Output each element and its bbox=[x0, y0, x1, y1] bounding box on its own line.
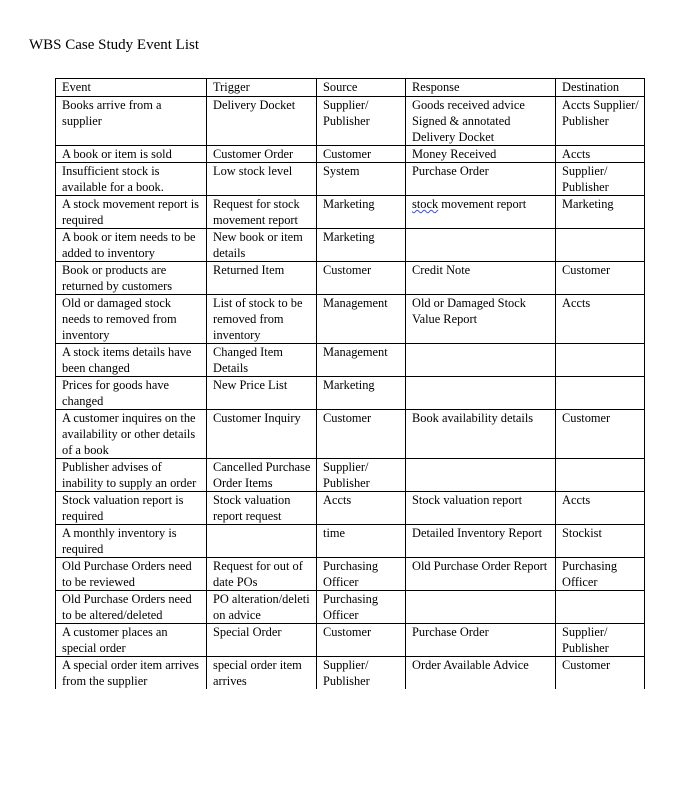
event-cell: Prices for goods have changed bbox=[56, 377, 207, 410]
source-cell: Purchasing Officer bbox=[317, 591, 406, 624]
destination-cell bbox=[556, 344, 645, 377]
response-cell: Goods received advice Signed & annotated Delivery Docket bbox=[406, 97, 556, 146]
source-cell: Supplier/ Publisher bbox=[317, 97, 406, 146]
table-row bbox=[56, 97, 645, 146]
trigger-cell: Cancelled Purchase Order Items bbox=[207, 459, 317, 492]
table-row bbox=[56, 262, 645, 295]
event-cell: Stock valuation report is required bbox=[56, 492, 207, 525]
event-cell: Insufficient stock is available for a book. bbox=[56, 163, 207, 196]
source-cell: Accts bbox=[317, 492, 406, 525]
trigger-cell: New book or item details bbox=[207, 229, 317, 262]
trigger-cell: Changed Item Details bbox=[207, 344, 317, 377]
trigger-cell bbox=[207, 525, 317, 558]
event-cell: Book or products are returned by customers bbox=[56, 262, 207, 295]
response-cell: Stock valuation report bbox=[406, 492, 556, 525]
event-cell: A customer places an special order bbox=[56, 624, 207, 657]
column-header-destination: Destination bbox=[556, 79, 645, 97]
response-cell bbox=[406, 591, 556, 624]
spellcheck-flagged-word: stock bbox=[412, 197, 439, 211]
trigger-cell: Customer Inquiry bbox=[207, 410, 317, 459]
response-cell bbox=[406, 344, 556, 377]
table-row bbox=[56, 591, 645, 624]
response-cell: Money Received bbox=[406, 146, 556, 163]
table-row bbox=[56, 492, 645, 525]
response-cell bbox=[406, 196, 556, 229]
trigger-cell: Request for stock movement report bbox=[207, 196, 317, 229]
table-row bbox=[56, 377, 645, 410]
destination-cell: Marketing bbox=[556, 196, 645, 229]
column-header-trigger: Trigger bbox=[207, 79, 317, 97]
source-cell: Marketing bbox=[317, 377, 406, 410]
table-row bbox=[56, 624, 645, 657]
table-row bbox=[56, 295, 645, 344]
source-cell: Customer bbox=[317, 410, 406, 459]
destination-cell: Accts bbox=[556, 295, 645, 344]
column-header-source: Source bbox=[317, 79, 406, 97]
column-header-event: Event bbox=[56, 79, 207, 97]
table-row bbox=[56, 459, 645, 492]
document-title: WBS Case Study Event List bbox=[29, 37, 199, 53]
table-row bbox=[56, 344, 645, 377]
response-cell bbox=[406, 377, 556, 410]
source-cell: System bbox=[317, 163, 406, 196]
source-cell: Purchasing Officer bbox=[317, 558, 406, 591]
source-cell: Customer bbox=[317, 262, 406, 295]
destination-cell bbox=[556, 591, 645, 624]
destination-cell: Customer bbox=[556, 262, 645, 295]
source-cell: Management bbox=[317, 295, 406, 344]
column-header-response: Response bbox=[406, 79, 556, 97]
destination-cell: Accts Supplier/ Publisher bbox=[556, 97, 645, 146]
table-row bbox=[56, 657, 645, 690]
event-cell: Books arrive from a supplier bbox=[56, 97, 207, 146]
table-row bbox=[56, 146, 645, 163]
response-cell: Order Available Advice bbox=[406, 657, 556, 690]
event-cell: Old Purchase Orders need to be altered/deleted bbox=[56, 591, 207, 624]
response-cell: Book availability details bbox=[406, 410, 556, 459]
trigger-cell: Customer Order bbox=[207, 146, 317, 163]
table-row bbox=[56, 558, 645, 591]
event-list-table bbox=[55, 78, 645, 689]
event-cell: A stock movement report is required bbox=[56, 196, 207, 229]
trigger-cell: List of stock to be removed from inventory bbox=[207, 295, 317, 344]
event-cell: A book or item needs to be added to inventory bbox=[56, 229, 207, 262]
trigger-cell: PO alteration/deleti on advice bbox=[207, 591, 317, 624]
destination-cell: Customer bbox=[556, 410, 645, 459]
table-row bbox=[56, 410, 645, 459]
source-cell: Supplier/ Publisher bbox=[317, 459, 406, 492]
destination-cell: Supplier/ Publisher bbox=[556, 624, 645, 657]
event-cell: Old Purchase Orders need to be reviewed bbox=[56, 558, 207, 591]
trigger-cell: Delivery Docket bbox=[207, 97, 317, 146]
trigger-cell: Request for out of date POs bbox=[207, 558, 317, 591]
event-cell: A stock items details have been changed bbox=[56, 344, 207, 377]
destination-cell: Purchasing Officer bbox=[556, 558, 645, 591]
trigger-cell: Special Order bbox=[207, 624, 317, 657]
source-cell: Marketing bbox=[317, 229, 406, 262]
trigger-cell: Low stock level bbox=[207, 163, 317, 196]
table-row bbox=[56, 163, 645, 196]
response-cell bbox=[406, 229, 556, 262]
response-cell: Old or Damaged Stock Value Report bbox=[406, 295, 556, 344]
source-cell: Marketing bbox=[317, 196, 406, 229]
table-header-row bbox=[56, 79, 645, 97]
destination-cell bbox=[556, 377, 645, 410]
trigger-cell: Stock valuation report request bbox=[207, 492, 317, 525]
table-row bbox=[56, 229, 645, 262]
event-cell: A customer inquires on the availability or other details of a book bbox=[56, 410, 207, 459]
event-cell: A book or item is sold bbox=[56, 146, 207, 163]
response-text: movement report bbox=[438, 197, 527, 211]
response-cell: Purchase Order bbox=[406, 624, 556, 657]
table-row bbox=[56, 196, 645, 229]
destination-cell: Supplier/ Publisher bbox=[556, 163, 645, 196]
destination-cell: Accts bbox=[556, 492, 645, 525]
destination-cell: Stockist bbox=[556, 525, 645, 558]
response-cell bbox=[406, 459, 556, 492]
destination-cell bbox=[556, 229, 645, 262]
source-cell: time bbox=[317, 525, 406, 558]
trigger-cell: Returned Item bbox=[207, 262, 317, 295]
event-cell: A monthly inventory is required bbox=[56, 525, 207, 558]
event-cell: A special order item arrives from the supplier bbox=[56, 657, 207, 690]
response-cell: Purchase Order bbox=[406, 163, 556, 196]
destination-cell: Accts bbox=[556, 146, 645, 163]
event-cell: Old or damaged stock needs to removed from inventory bbox=[56, 295, 207, 344]
destination-cell: Customer bbox=[556, 657, 645, 690]
trigger-cell: New Price List bbox=[207, 377, 317, 410]
trigger-cell: special order item arrives bbox=[207, 657, 317, 690]
response-cell: Old Purchase Order Report bbox=[406, 558, 556, 591]
source-cell: Management bbox=[317, 344, 406, 377]
table-row bbox=[56, 525, 645, 558]
event-cell: Publisher advises of inability to supply an order bbox=[56, 459, 207, 492]
destination-cell bbox=[556, 459, 645, 492]
response-cell: Detailed Inventory Report bbox=[406, 525, 556, 558]
source-cell: Supplier/ Publisher bbox=[317, 657, 406, 690]
source-cell: Customer bbox=[317, 146, 406, 163]
source-cell: Customer bbox=[317, 624, 406, 657]
response-cell: Credit Note bbox=[406, 262, 556, 295]
